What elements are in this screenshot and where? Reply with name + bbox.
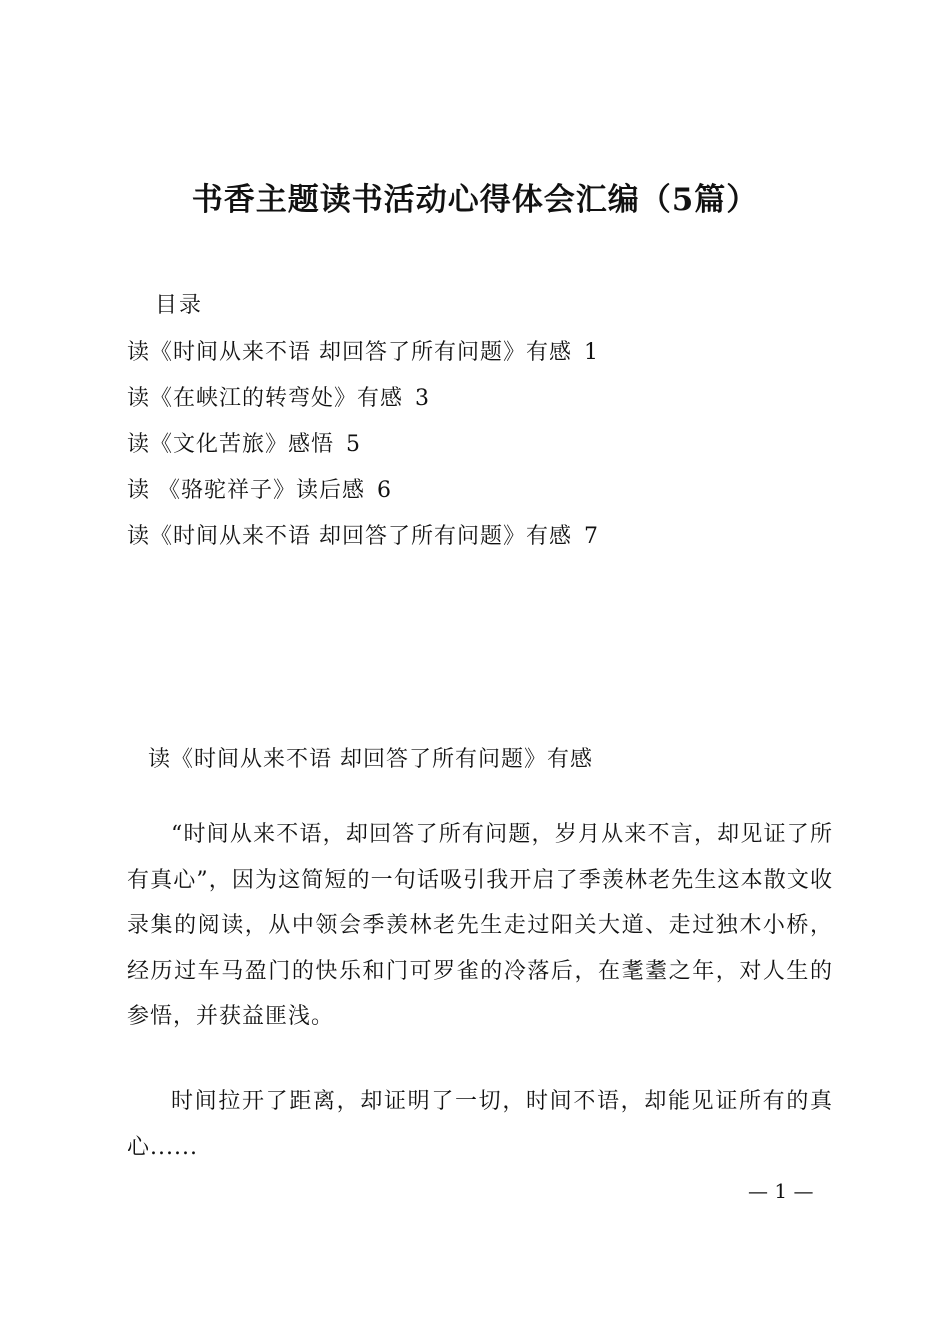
toc-entry[interactable] — [127, 382, 847, 428]
table-of-contents — [127, 336, 847, 566]
toc-entry-page: 7 — [584, 524, 599, 549]
toc-entry-label: 读 《骆驼祥子》读后感 — [127, 478, 365, 503]
document-title: 书香主题读书活动心得体会汇编（5篇） — [191, 182, 759, 218]
toc-entry-page: 5 — [346, 432, 362, 457]
toc-entry[interactable] — [127, 428, 847, 474]
toc-entry[interactable] — [127, 474, 847, 520]
toc-entry-label: 读《在峡江的转弯处》有感 — [127, 386, 404, 411]
toc-entry-label: 读《时间从来不语 却回答了所有问题》有感 — [127, 524, 572, 549]
body-paragraph: “时间从来不语，却回答了所有问题，岁月从来不言，却见证了所有真心”，因为这简短的一句话吸引我开启了季羡林老先生这本散文收录集的阅读，从中领会季羡林老先生走过阳关大道、走过独木小桥，经历过车马盈门的快乐和门可罗雀的冷落后，在耄耋之年，对人生的参悟，并获益匪浅。 — [127, 822, 833, 1029]
page-number: — 1 — — [748, 1179, 814, 1203]
body-paragraph: 时间拉开了距离，却证明了一切，时间不语，却能见证所有的真心...... — [127, 1089, 833, 1160]
toc-heading: 目录 — [155, 293, 204, 318]
toc-entry[interactable] — [127, 336, 847, 382]
toc-entry-label: 读《时间从来不语 却回答了所有问题》有感 — [127, 340, 572, 365]
toc-entry-label: 读《文化苦旅》感悟 — [127, 432, 335, 457]
toc-entry-page: 1 — [584, 340, 599, 365]
section-title: 读《时间从来不语 却回答了所有问题》有感 — [148, 747, 593, 772]
toc-entry-page: 6 — [377, 478, 392, 503]
toc-entry[interactable] — [127, 520, 847, 566]
toc-entry-page: 3 — [415, 386, 431, 411]
